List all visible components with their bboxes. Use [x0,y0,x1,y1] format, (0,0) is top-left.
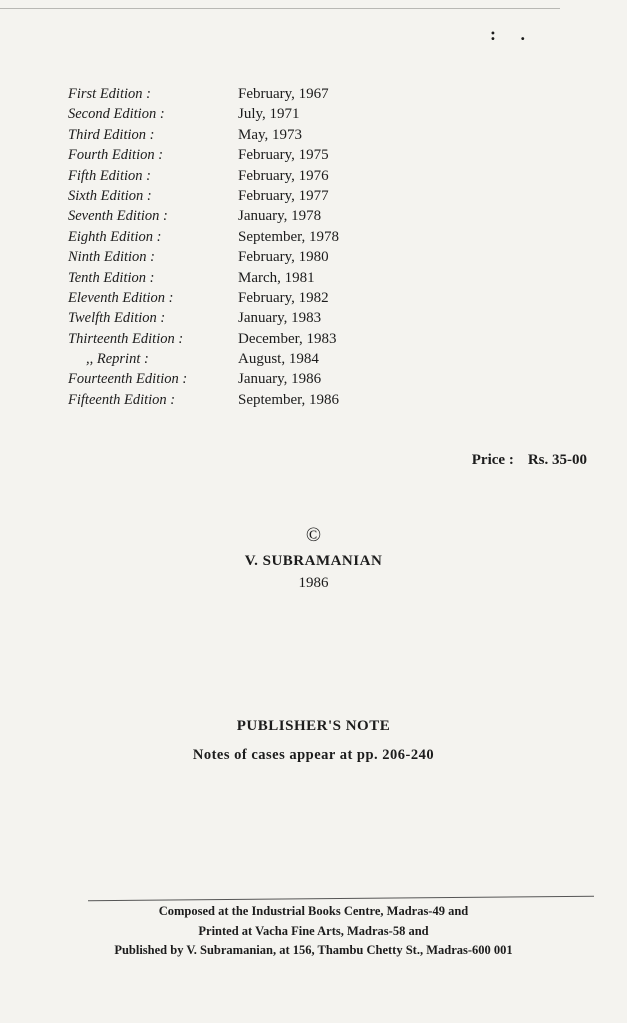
price-label: Price : [471,452,514,468]
edition-row [68,249,408,269]
edition-label: Third Edition : [68,126,155,143]
edition-row [68,310,408,330]
edition-row [68,392,408,412]
edition-date: July, 1971 [238,106,300,123]
edition-row [68,331,408,351]
edition-label: Twelfth Edition : [68,310,166,327]
edition-date: May, 1973 [238,126,303,143]
edition-date: January, 1983 [238,310,322,327]
imprint-rule [88,896,594,901]
price [472,452,587,469]
edition-date: August, 1984 [238,351,319,368]
edition-label: Fifteenth Edition : [68,391,176,408]
edition-label: First Edition : [68,86,151,102]
edition-label: Seventh Edition : [68,208,168,225]
edition-label: Tenth Edition : [68,269,155,286]
copyright-year: 1986 [298,575,329,591]
edition-date: September, 1978 [238,228,340,245]
edition-label: Eleventh Edition : [68,289,174,306]
publishers-note-text: Notes of cases appear at pp. 206-240 [192,747,435,763]
edition-row [68,290,408,310]
imprint-line: Composed at the Industrial Books Centre, Madras-49 and [158,904,469,918]
edition-row [68,229,408,249]
edition-row [68,188,408,208]
edition-row [68,351,408,371]
edition-label: Eighth Edition : [68,228,162,245]
edition-date: February, 1980 [238,249,329,266]
copyright-icon: © [305,524,322,546]
imprint-line: Printed at Vacha Fine Arts, Madras-58 and [198,924,429,938]
edition-date: February, 1982 [238,289,329,306]
edition-row [68,106,408,126]
edition-date: February, 1975 [238,147,329,164]
edition-label: Thirteenth Edition : [68,330,184,347]
price-value: Rs. 35-00 [527,452,587,468]
edition-row [68,270,408,290]
copyright-holder: V. SUBRAMANIAN [244,553,383,569]
edition-date: March, 1981 [238,269,315,286]
edition-label: Fourth Edition : [68,147,164,164]
edition-row [68,86,408,106]
edition-label: Ninth Edition : [68,249,155,266]
edition-date: February, 1976 [238,167,329,184]
edition-label: Fifth Edition : [68,167,151,184]
edition-date: February, 1967 [238,86,329,102]
edition-date: January, 1986 [238,371,322,388]
top-rule [0,8,560,9]
publishers-note-title: PUBLISHER'S NOTE [236,718,391,734]
edition-row [68,371,408,391]
edition-row [68,168,408,188]
edition-label: ,, Reprint : [86,351,149,368]
edition-row [68,147,408,167]
imprint-line: Published by V. Subramanian, at 156, Thambu Chetty St., Madras-600 001 [114,943,513,957]
edition-row [68,127,408,147]
edition-label: Sixth Edition : [68,187,152,204]
edition-date: December, 1983 [238,330,337,347]
edition-label: Second Edition : [68,106,165,123]
edition-list [68,86,408,412]
corner-marks: : . [490,24,535,44]
edition-row [68,208,408,228]
edition-date: January, 1978 [238,208,322,225]
edition-label: Fourteenth Edition : [68,371,188,388]
edition-date: September, 1986 [238,391,340,408]
edition-date: February, 1977 [238,187,329,204]
